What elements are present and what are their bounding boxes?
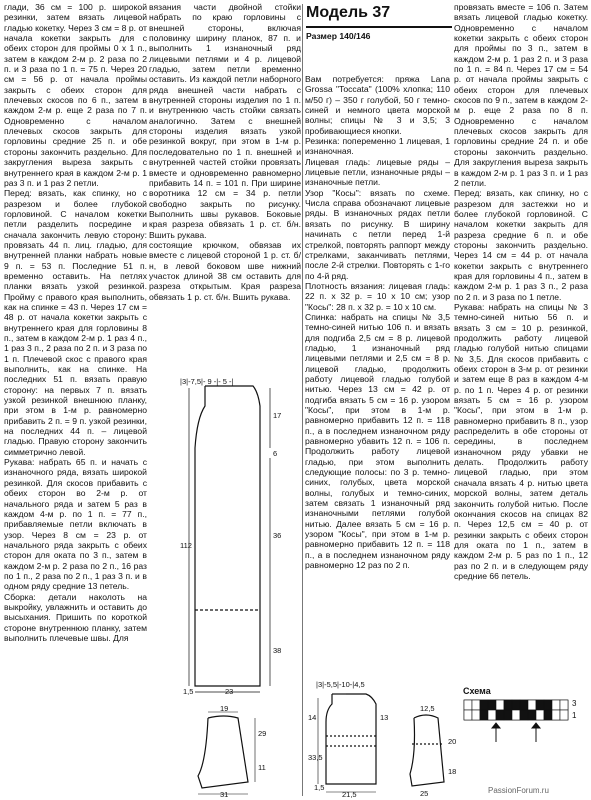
diagram-dim-14: 14 bbox=[308, 713, 317, 722]
schema-cell bbox=[560, 710, 568, 720]
schema-cell bbox=[544, 700, 552, 710]
diagram-dim-13: 13 bbox=[380, 713, 389, 722]
pattern-diagram-back bbox=[175, 378, 300, 696]
pattern-diagram-front bbox=[306, 680, 406, 798]
schema-cell bbox=[504, 700, 512, 710]
schema-cell bbox=[536, 710, 544, 720]
schema-cell bbox=[512, 710, 520, 720]
diagram-dim-20: 20 bbox=[448, 737, 457, 746]
model-title: Модель 37 bbox=[306, 4, 452, 28]
schema-cell bbox=[464, 710, 472, 720]
diagram-dim-17: 17 bbox=[273, 411, 282, 420]
schema-cell bbox=[464, 700, 472, 710]
schema-cell bbox=[472, 700, 480, 710]
cable-chart bbox=[460, 696, 588, 746]
diagram-dim-19: 19 bbox=[220, 706, 229, 713]
schema-row-3: 3 bbox=[572, 699, 577, 708]
schema-cell bbox=[496, 710, 504, 720]
schema-cell bbox=[512, 700, 520, 710]
diagram-dim-11: 11 bbox=[258, 763, 266, 772]
diagram-dim-21-5: 21,5 bbox=[342, 790, 357, 798]
schema-cell bbox=[528, 710, 536, 720]
schema-cell bbox=[496, 700, 504, 710]
diagram-dim-12-5: 12,5 bbox=[420, 704, 435, 713]
text-column-4: провязать вместе = 106 п. Затем вязать лицевой гладью кокетку. Одновременно с началом кокетки закрыть с обеих сторон для проймы по 3 п., затем в каждом 2-м р. 1 раз 2 п. и 3 раза по 1 п. = 84 п. Через 17 см = 54 р. от начала проймы закрыть с обеих сторон для плечевых скосов по 9 п., затем в каждом 2-м р. еще 2 раза по 8 п. Одновременно с началом плечевых скосов закрыть для горловины средние 24 п. и обе стороны закончить раздельно. Для закругления выреза закрыть в каждом 2-м р. 1 раз 3 п. и 1 раз 2 петли. Перед: вязать, как спинку, но с разрезом для застежки но и более глубокой горловиной. С началом кокетки закрыть для разреза средние 6 п. и обе стороны закончить раздельно. Через 14 см = 44 р. от начала кокетки закрыть с внутреннего края для горловины 4 п., затем в каждом 2-м р. 1 раз 3 п., 2 раза по 2 п. и 3 раза по 1 петле. Рукава: набрать на спицы № 3 темно-синей нитью 56 п. и вязать 3 см = 10 р. резинкой, продолжить работу лицевой гладью голубой нитью спицами № 3,5. Для скосов прибавить с обеих сторон в 3-м р. от резинки и затем еще 8 раз в каждом 4-м р. по 1 п. Через 4 р. от резинки вязать 5 см = 16 р. узором "Косы", при этом в 1-м р. равномерно прибавить 8 п., узор распределить в обе стороны от середины, в последнем изнаночном ряду убавки не делать. Продолжить работу лицевой гладью, при этом сначала вязать 4 р. нитью цвета морской волны, затем деталь закончить голубой нитью. После окончания скосов на спицах 82 п. Через 12,5 см = 40 р. от резинки закрыть с обеих сторон для оката по 1 п., затем в каждом 2-м р. 5 раз по 1 п., 12 раз по 2 п. и в следующем ряду средние 66 петель. bbox=[454, 2, 588, 581]
schema-cell bbox=[536, 700, 544, 710]
schema-cell bbox=[520, 710, 528, 720]
watermark: PassionForum.ru bbox=[488, 786, 549, 795]
schema-cell bbox=[560, 700, 568, 710]
pattern-diagram-sleeve-2 bbox=[404, 704, 464, 798]
schema-cell bbox=[520, 700, 528, 710]
schema-cell bbox=[504, 710, 512, 720]
diagram-dim-1-5-b: 1,5 bbox=[314, 783, 325, 792]
diagram-dim-36: 36 bbox=[273, 531, 282, 540]
text-column-1: глади, 36 см = 100 р. широкой резинки, затем вязать лицевой гладью кокетку. Через 3 см = 8 р. от начала кокетки закрыть для с обеих сторон для проймы 0 х 1 п., затем в каждом 2-м р. 2 раза по 2 п. и 3 раза по 1 п. = 75 п. Через 20 см = 56 р. от начала проймы закрыть с обеих сторон для плечевых скосов по 6 п., затем в каждом 2-м р. еще 2 раза по 7 п. Одновременно с началом плечевых скосов закрыть для горловины средние 25 п. и обе стороны закончить раздельно. Для закругления выреза закрыть с внутреннего края в каждом 2-м р. 1 раз 3 п. и 1 раз 2 петли. Перед: вязать, как спинку, но с разрезом и более глубокой горловиной. С началом кокетки петли разделить посредине и сначала закончить левую сторону: провязать 44 п. лиц. гладью, для внутренней планки набрать новые 9 п. = 53 п. Последние 51 п. временно оставить. На петлях планки вязать узкой резинкой. Пройму с правого края выполнить, как на спинке = 43 п. Через 17 см = 48 р. от начала кокетки закрыть с внутреннего края для горловины 8 п., затем в каждом 2-м р. 1 раз 4 п., 1 раз 3 п., 2 раза по 2 п. и 3 раза по 1 п. Плечевой скос с правого края выполнить, как на спинке. На последних 51 п. вязать правую сторону: на первых 7 п. вязать узкой резинкой внешнюю планку, при этом в 1-м р. равномерно прибавить 2 п. = 9 п. узкой резинки, на последних 44 п. – лицевой гладью. Правую сторону закончить симметрично левой. Рукава: набрать 65 п. и начать с изнаночного ряда, вязать широкой резинкой. Для скосов прибавить с обеих сторон во 2-м р. от начального ряда и затем 5 раз в каждом 4-м р. по 1 п. = 77 п., прибавляемые петли включать в узор. Через 8 см = 23 р. от начального ряда закрыть с обеих сторон для оката по 3 п., затем в каждом 2-м р. 2 раза по 2 п., 16 раз по 1 п., 2 раза по 2 п., 1 раз 3 п. и в одном ряду средние 13 петель. Сборка: детали наколоть на выкройку, увлажнить и оставить до высыхания. Пришить по короткой стороне внутреннюю планку, затем выполнить плечевые швы. Для bbox=[4, 2, 147, 643]
schema-cell bbox=[472, 710, 480, 720]
diagram-dim-38: 38 bbox=[273, 646, 282, 655]
diagram-dim-25: 25 bbox=[420, 789, 429, 798]
text-column-2: вязания части двойной стойки набрать по краю горловины с внешней стороны, включая половинку ширину планок, 87 п. и выполнить 1 изнаночный ряд лицевыми петлями и 4 р. лицевой гладью, затем петли временно оставить. Из каждой петли наборного ряда внешней части набрать с внутренней стороны изделия по 1 п. и внутреннюю часть стойки связать аналогично. Затем с внешней стороны изделия вязать узкой резинкой вокруг, при этом в 1-м р. последовательно по 1 п. внешней и внутренней частей стойки провязать вместе и одновременно равномерно прибавить 14 п. = 101 п. При ширине воротника 12 см = 34 р. петли свободно закрыть по рисунку. Выполнить швы рукавов. Боковые края разреза обвязать 1 р. ст. б/н. Вшить рукава. состоящие крючком, обвязав их вместе с лицевой стороной 1 р. ст. б/н, в левой боковом шве нижний участок длиной 38 см оставить для разреза открытым. Края разреза обвязать 1 р. ст. б/н. Вшить рукава. bbox=[149, 2, 301, 302]
schema-title: Схема bbox=[463, 686, 491, 696]
column-divider bbox=[302, 4, 303, 796]
diagram-dim-31: 31 bbox=[220, 790, 229, 798]
schema-cell bbox=[552, 710, 560, 720]
schema-row-1: 1 bbox=[572, 711, 577, 720]
schema-cell bbox=[544, 710, 552, 720]
schema-cell bbox=[480, 710, 488, 720]
diagram-dim-18: 18 bbox=[448, 767, 457, 776]
schema-cell bbox=[552, 700, 560, 710]
diagram-dim-112: 112 bbox=[180, 541, 192, 550]
diagram-dim-33-5: 33,5 bbox=[308, 753, 323, 762]
model-size: Размер 140/146 bbox=[306, 31, 371, 41]
diagram-dim-1-5: 1,5 bbox=[183, 687, 194, 696]
schema-cell bbox=[488, 700, 496, 710]
diagram-dim-6: 6 bbox=[273, 449, 278, 458]
diagram-dim-top-2: |3|-5,5|-10-|4,5 bbox=[316, 680, 365, 689]
diagram-dim-29: 29 bbox=[258, 729, 267, 738]
text-column-3: Вам потребуется: пряжа Lana Grossa "Toccata" (100% хлопка; 110 м/50 г) – 350 г голубой, 50 г темно-синей и немного цвета морской волны; спицы № 3 и 3,5; 3 пробивающиеся кнопки. Резинка: попеременно 1 лицевая, 1 изнаночная. Лицевая гладь: лицевые ряды – лицевые петли, изнаночные ряды – изнаночные петли. Узор "Косы": вязать по схеме. Числа справа обозначают лицевые ряды. В изнаночных рядах петли вязать по рисунку. В ширину начинать с петли перед 1-й стрелкой, повторять раппорт между стрелками, заканчивать петлями, после 2-й стрелки. Повторять с 1-го по 4-й ряд. Плотность вязания: лицевая гладь: 22 п. х 32 р. = 10 х 10 см; узор "Косы": 28 п. х 32 р. = 10 х 10 см. Спинка: набрать на спицы № 3,5 темно-синей нитью 106 п. и вязать для подгиба 2,5 см = 8 р. лицевой гладью, 1 изнаночный ряд лицевыми петлями и 2,5 см = 8 р. лицевой гладью, продолжить работу лицевой гладью голубой нитью. Через 13 см = 42 р. от подгиба вязать 5 см = 16 р. узором "Косы", при этом в 1-м р. равномерно прибавить 12 п. = 118 п., а в последнем изнаночном ряду равномерно убавить 12 п. = 106 п. Продолжить работу лицевой гладью, при этом выполнить следующие полосы: по 3 р. темно-синих, голубых, цвета морской волны, голубых и темно-синих, затем связать 1 изнаночный ряд изнаночными петлями голубой нитью. Далее вязать 5 см = 16 р. узором "Косы", при этом в 1-м р. равномерно прибавить 12 п. = 118 п., а в последнем изнаночном ряду равномерно 12 раз по 2 п. bbox=[305, 74, 450, 571]
schema-cell bbox=[480, 700, 488, 710]
diagram-dim-top: |3|-7,5|- 9 -|- 5 -| bbox=[180, 378, 234, 386]
schema-cell bbox=[488, 710, 496, 720]
diagram-dim-23: 23 bbox=[225, 687, 234, 696]
schema-cell bbox=[528, 700, 536, 710]
pattern-diagram-sleeve-1 bbox=[190, 706, 302, 798]
